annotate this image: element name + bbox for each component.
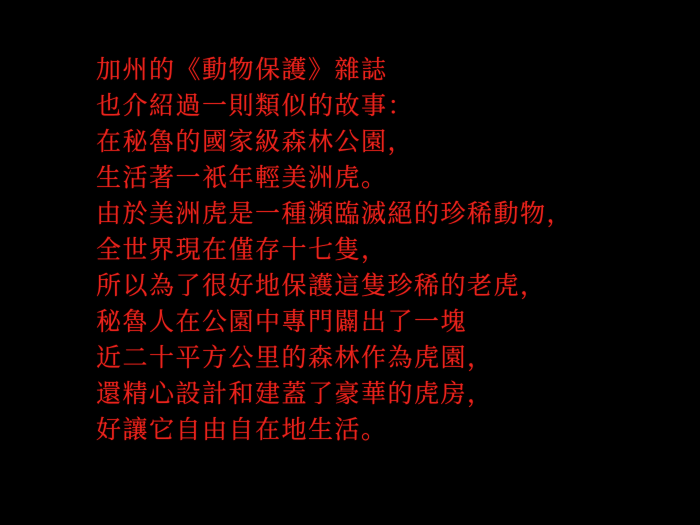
text-line: 加州的《動物保護》雜誌 — [96, 55, 388, 84]
text-line: 也介紹過一則類似的故事： — [96, 91, 415, 120]
text-line: 好讓它自由自在地生活。 — [96, 415, 388, 444]
text-line: 秘魯人在公園中專門闢出了一塊 — [96, 307, 468, 336]
text-block — [96, 52, 676, 448]
text-line: 所以為了很好地保護這隻珍稀的老虎， — [96, 271, 547, 300]
text-line: 在秘魯的國家級森林公園， — [96, 127, 415, 156]
text-line: 近二十平方公里的森林作為虎園， — [96, 343, 494, 372]
text-line: 由於美洲虎是一種瀕臨滅絕的珍稀動物， — [96, 199, 574, 228]
text-line: 全世界現在僅存十七隻， — [96, 235, 388, 264]
text-line: 生活著一衹年輕美洲虎。 — [96, 163, 388, 192]
text-line: 還精心設計和建蓋了豪華的虎房， — [96, 379, 494, 408]
